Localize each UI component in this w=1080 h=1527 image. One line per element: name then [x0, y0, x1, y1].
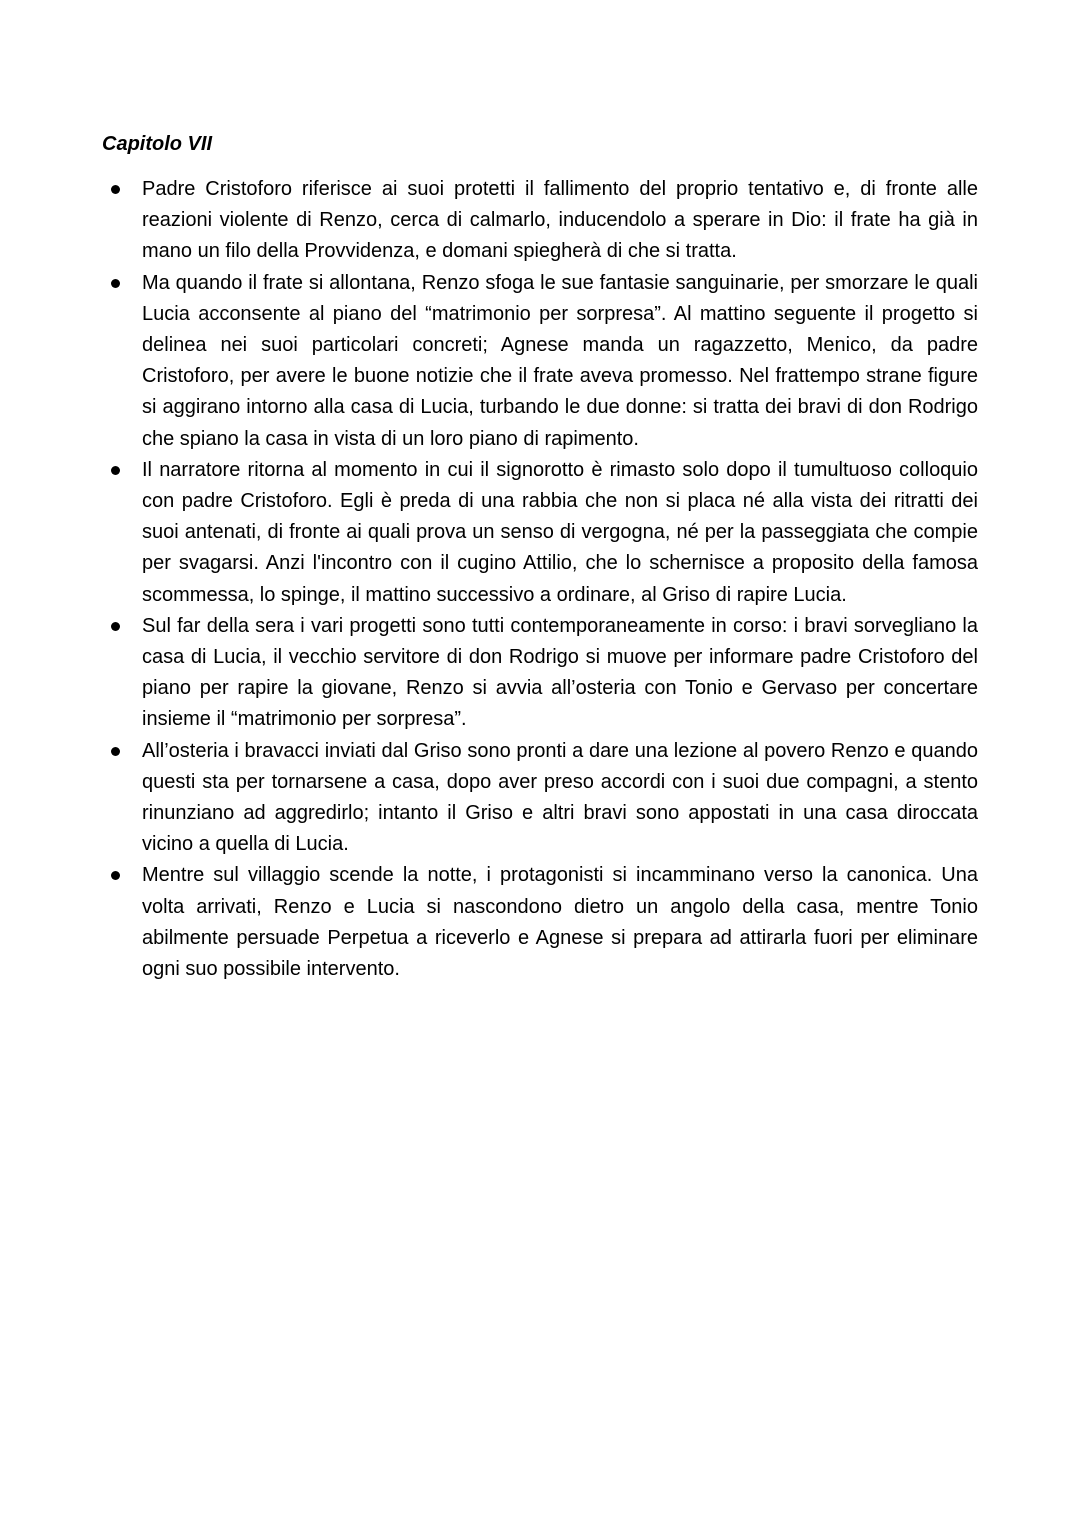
- summary-bullet-1: [0, 174, 978, 268]
- summary-bullet-text: All’osteria i bravacci inviati dal Griso sono pronti a dare una lezione al povero Renzo e quando questi sta per tornarsene a casa, dopo aver preso accordi con i suoi due compagni, a stento rinunziano ad aggredirlo; intanto il Griso e altri bravi sono appostati in una casa diroccata vicino a quella di Lucia.: [142, 739, 978, 856]
- summary-bullet-text: Mentre sul villaggio scende la notte, i protagonisti si incamminano verso la canonica. Una volta arrivati, Renzo e Lucia si nascondono dietro un angolo della casa, mentre Tonio abilmente persuade Perpetua a riceverlo e Agnese si prepara ad attirarla fuori per eliminare ogni suo possibile intervento.: [142, 864, 978, 981]
- bullet-dot-icon: [111, 466, 120, 475]
- bullet-dot-icon: [111, 279, 120, 288]
- summary-bullet-6: [0, 860, 978, 985]
- summary-bullet-text: Sul far della sera i vari progetti sono tutti contemporaneamente in corso: i bravi sorvegliano la casa di Lucia, il vecchio servitore di don Rodrigo si muove per informare padre Cristoforo del piano per rapire la giovane, Renzo si avvia all’osteria con Tonio e Gervaso per concertare insieme il “matrimonio per sorpresa”.: [142, 614, 978, 731]
- summary-bullet-5: [0, 736, 978, 861]
- summary-bullet-list: [0, 174, 1080, 985]
- bullet-dot-icon: [111, 185, 120, 194]
- summary-bullet-text: Padre Cristoforo riferisce ai suoi protetti il fallimento del proprio tentativo e, di fronte alle reazioni violente di Renzo, cerca di calmarlo, inducendolo a sperare in Dio: il frate ha già in mano un filo della Provvidenza, e domani spiegherà di che si tratta.: [142, 178, 978, 263]
- summary-bullet-text: Il narratore ritorna al momento in cui il signorotto è rimasto solo dopo il tumultuoso colloquio con padre Cristoforo. Egli è preda di una rabbia che non si placa né alla vista dei ritratti dei suoi antenati, di fronte ai quali prova un senso di vergogna, né per la passeggiata che compie per svagarsi. Anzi l'incontro con il cugino Attilio, che lo schernisce a proposito della famosa scommessa, lo spinge, il mattino successivo a ordinare, al Griso di rapire Lucia.: [142, 458, 978, 606]
- bullet-dot-icon: [111, 871, 120, 880]
- bullet-dot-icon: [111, 747, 120, 756]
- summary-bullet-text: Ma quando il frate si allontana, Renzo sfoga le sue fantasie sanguinarie, per smorzare le quali Lucia acconsente al piano del “matrimonio per sorpresa”. Al mattino seguente il progetto si delinea nei suoi particolari concreti; Agnese manda un ragazzetto, Menico, da padre Cristoforo, per avere le buone notizie che il frate aveva promesso. Nel frattempo strane figure si aggirano intorno alla casa di Lucia, turbando le due donne: si tratta dei bravi di don Rodrigo che spiano la casa in vista di un loro piano di rapimento.: [142, 271, 978, 450]
- summary-bullet-2: [0, 268, 978, 455]
- summary-bullet-3: [0, 455, 978, 611]
- summary-bullet-4: [0, 611, 978, 736]
- chapter-title: Capitolo VII: [102, 133, 212, 155]
- bullet-dot-icon: [111, 622, 120, 631]
